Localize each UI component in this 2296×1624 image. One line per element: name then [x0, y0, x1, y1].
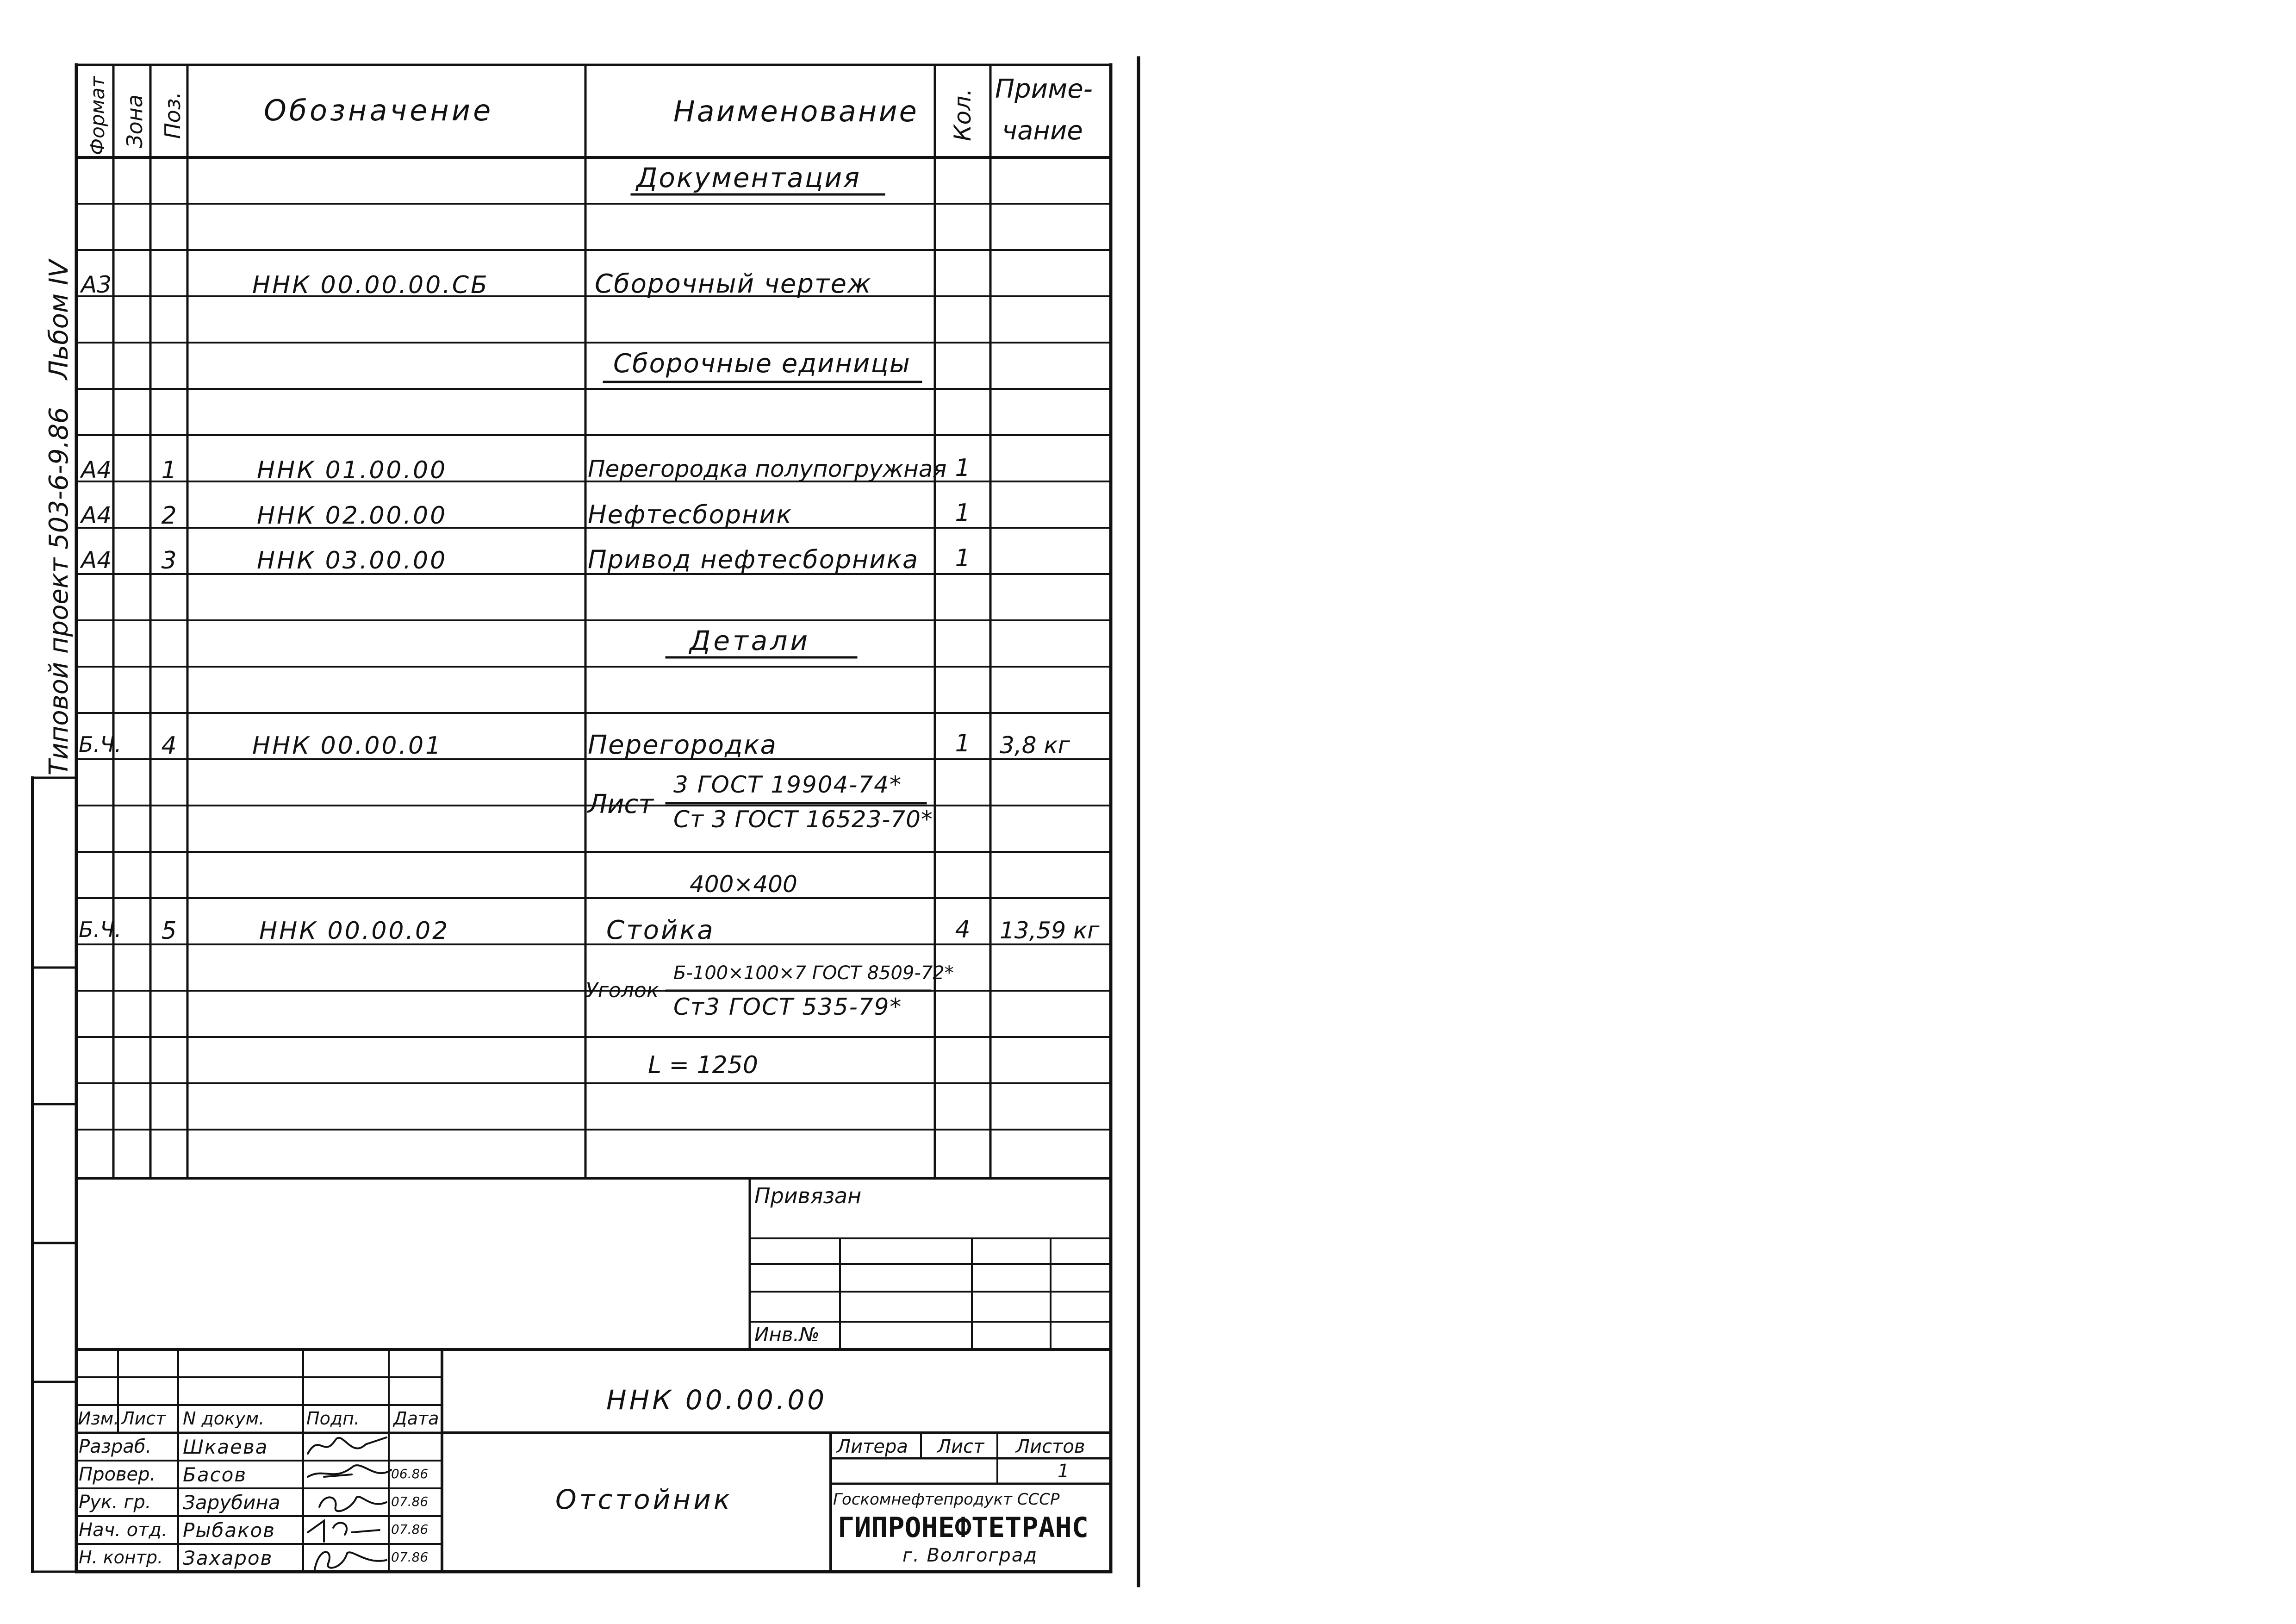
material-1-numerator: 3 ГОСТ 19904-74* — [673, 771, 902, 798]
material-1-prefix: Лист — [588, 789, 653, 819]
signature-checker — [308, 1465, 391, 1477]
project-number-label: Типовой проект 503-6-9.86 — [44, 407, 74, 775]
row-1-name: Сборочный чертеж — [595, 269, 872, 299]
row-6-note: 13,59 кг — [1000, 917, 1100, 944]
header-qty: Кол. — [949, 88, 976, 141]
material-1-size: 400×400 — [690, 871, 797, 898]
org-name: ГИПРОНЕФТЕТРАНС — [838, 1512, 1089, 1544]
row-5-name: Перегородка — [588, 730, 777, 760]
col-header-change: Изм. — [78, 1408, 119, 1429]
col-header-sheet: Лист — [121, 1408, 166, 1429]
row-6-name: Стойка — [606, 915, 715, 945]
row-3-pos: 2 — [161, 502, 177, 530]
name-dept-head: Рыбаков — [183, 1519, 275, 1542]
role-norm-control: Н. контр. — [79, 1547, 163, 1568]
signature-dept-head — [308, 1521, 380, 1542]
row-2-pos: 1 — [161, 456, 177, 484]
sheets-value: 1 — [1058, 1461, 1070, 1482]
row-6-designation: ННК 00.00.02 — [259, 917, 450, 945]
date-checker: 06.86 — [391, 1466, 429, 1481]
col-header-doc-number: N докум. — [183, 1408, 265, 1429]
row-2-name: Перегородка полупогружная — [588, 456, 947, 482]
row-4-name: Привод нефтесборника — [588, 545, 919, 574]
row-5-format: Б.Ч. — [79, 732, 122, 757]
signature-developer — [308, 1437, 386, 1454]
litera-label: Литера — [837, 1436, 908, 1457]
row-4-format: А4 — [81, 547, 112, 574]
date-norm-control: 07.86 — [391, 1549, 429, 1565]
role-group-head: Рук. гр. — [79, 1492, 151, 1513]
role-dept-head: Нач. отд. — [79, 1519, 168, 1541]
date-dept-head: 07.86 — [391, 1522, 429, 1537]
material-2-length: L = 1250 — [648, 1051, 758, 1079]
document-designation: ННК 00.00.00 — [606, 1384, 828, 1416]
material-2-numerator: Б-100×100×7 ГОСТ 8509-72* — [673, 962, 954, 984]
row-4-qty: 1 — [955, 544, 971, 572]
row-1-designation: ННК 00.00.00.СБ — [252, 271, 489, 299]
col-header-signature: Подп. — [306, 1408, 360, 1429]
row-6-format: Б.Ч. — [79, 917, 122, 942]
row-3-format: А4 — [81, 502, 112, 529]
row-6-qty: 4 — [955, 916, 971, 943]
sheet-label: Лист — [937, 1436, 984, 1457]
row-4-pos: 3 — [161, 547, 177, 575]
binding-inv-label: Инв.№ — [754, 1323, 820, 1346]
material-1-denominator: Ст 3 ГОСТ 16523-70* — [673, 806, 933, 833]
row-3-designation: ННК 02.00.00 — [257, 502, 448, 530]
name-norm-control: Захаров — [183, 1547, 273, 1569]
document-title: Отстойник — [555, 1484, 733, 1515]
sheets-label: Листов — [1016, 1436, 1085, 1457]
row-5-designation: ННК 00.00.01 — [252, 732, 443, 760]
signature-group-head — [319, 1497, 386, 1511]
row-2-qty: 1 — [955, 454, 971, 482]
header-zone: Зона — [122, 94, 147, 148]
row-2-format: А4 — [81, 456, 112, 483]
header-format: Формат — [86, 76, 109, 155]
material-2-prefix: Уголок — [585, 979, 659, 1002]
row-5-pos: 4 — [161, 732, 177, 760]
row-6-pos: 5 — [161, 917, 177, 945]
header-name: Наименование — [673, 94, 919, 128]
role-checker: Провер. — [79, 1464, 156, 1485]
section-details: Детали — [690, 625, 811, 656]
album-label: Льбом IV — [44, 260, 74, 380]
name-checker: Басов — [183, 1463, 247, 1486]
section-documentation: Документация — [636, 162, 861, 194]
row-2-designation: ННК 01.00.00 — [257, 456, 448, 484]
col-header-date: Дата — [393, 1408, 439, 1429]
header-designation: Обозначение — [264, 94, 494, 127]
header-note-1: Приме- — [995, 74, 1093, 104]
org-city: г. Волгоград — [902, 1545, 1038, 1566]
binding-label: Привязан — [754, 1183, 862, 1208]
row-1-format: А3 — [81, 271, 112, 298]
header-pos: Поз. — [160, 92, 185, 139]
row-5-note: 3,8 кг — [1000, 732, 1070, 759]
row-5-qty: 1 — [955, 730, 971, 757]
name-group-head: Зарубина — [183, 1491, 280, 1514]
name-developer: Шкаева — [183, 1436, 268, 1458]
row-4-designation: ННК 03.00.00 — [257, 547, 448, 575]
date-group-head: 07.86 — [391, 1494, 429, 1509]
role-developer: Разраб. — [79, 1436, 152, 1457]
material-2-denominator: Ст3 ГОСТ 535-79* — [673, 993, 902, 1020]
signature-norm-control — [315, 1552, 386, 1569]
section-assembly-units: Сборочные единицы — [613, 349, 911, 379]
header-note-2: чание — [1002, 116, 1083, 146]
org-ministry: Госкомнефтепродукт СССР — [833, 1490, 1060, 1509]
row-3-name: Нефтесборник — [588, 500, 792, 529]
row-3-qty: 1 — [955, 499, 971, 527]
